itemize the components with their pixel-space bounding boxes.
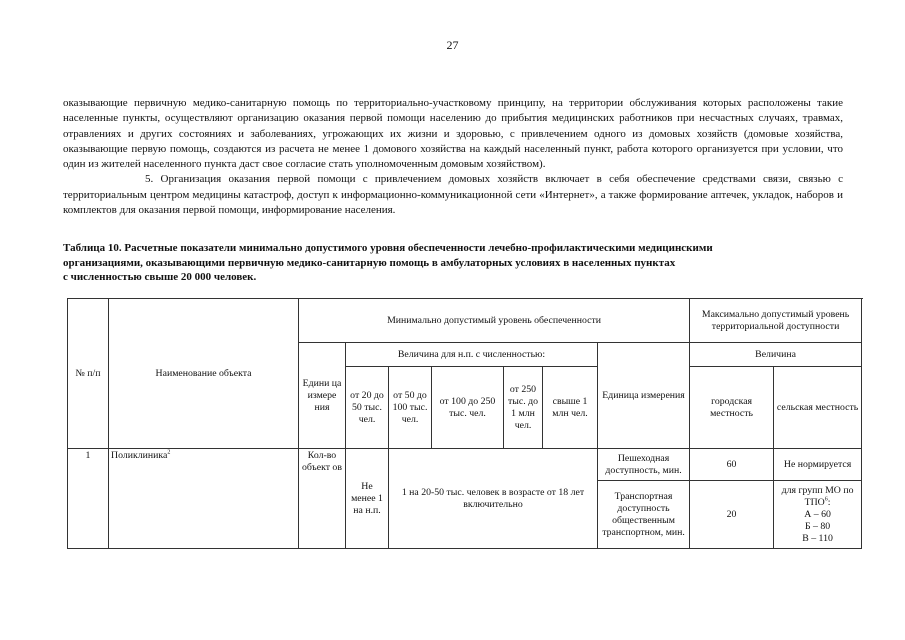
table-title-line-2: организациями, оказывающими первичную медико-санитарную помощь в амбулаторных условиях в населенных пунктах xyxy=(63,256,676,269)
table-title-line-3: с численностью свыше 20 000 человек. xyxy=(63,271,257,283)
row-access2-rural-a: А – 60 xyxy=(804,508,831,520)
header-rural: сельская местность xyxy=(774,367,862,449)
row-access2-rural-b: Б – 80 xyxy=(804,520,831,532)
header-min-level: Минимально допустимый уровень обеспеченности xyxy=(299,299,690,343)
header-pop-col: от 20 до 50 тыс. чел. xyxy=(346,367,389,449)
row-object-name-footnote: 2 xyxy=(167,449,171,456)
header-access-unit: Единица измерения xyxy=(598,343,690,449)
row-num: 1 xyxy=(68,449,109,549)
header-object-name: Наименование объекта xyxy=(109,299,299,449)
row-unit: Кол-во объект ов xyxy=(299,449,346,549)
row-object-name-text: Поликлиника xyxy=(111,450,168,461)
row-access2-rural-colon: : xyxy=(827,496,831,508)
row-object-name xyxy=(109,449,299,549)
row-value-merged: 1 на 20-50 тыс. человек в возрасте от 18 лет включительно xyxy=(389,449,598,549)
header-value-by-population: Величина для н.п. с численностью: xyxy=(346,343,598,367)
row-access2-rural-footnote: 6 xyxy=(824,496,828,503)
header-num: № п/п xyxy=(68,299,109,449)
row-access1-unit: Пешеходная доступность, мин. xyxy=(598,449,690,481)
header-pop-col: свыше 1 млн чел. xyxy=(543,367,598,449)
header-pop-col: от 250 тыс. до 1 млн чел. xyxy=(504,367,543,449)
table-title-line-1: Таблица 10. Расчетные показатели минимально допустимого уровня обеспеченности лечебно-профилактическими медицинскими xyxy=(63,242,713,254)
row-access1-rural: Не нормируется xyxy=(774,449,862,481)
header-pop-col: от 50 до 100 тыс. чел. xyxy=(389,367,432,449)
header-pop-col: от 100 до 250 тыс. чел. xyxy=(432,367,504,449)
page-number: 27 xyxy=(446,38,459,52)
header-value: Величина xyxy=(690,343,862,367)
row-value-first: Не менее 1 на н.п. xyxy=(346,449,389,549)
row-access2-rural-groups xyxy=(776,485,859,509)
row-access2-unit: Транспортная доступность общественным транспортном, мин. xyxy=(598,481,690,549)
row-access2-rural-c: В – 110 xyxy=(802,532,833,544)
row-access2-rural-pre: для групп МО по ТПО xyxy=(781,484,854,508)
standards-table xyxy=(67,298,862,549)
paragraph-2: 5. Организация оказания первой помощи с привлечением домовых хозяйств включает в себя обеспечение средствами связи, связью с территориальным центром медицины катастроф, доступ к информационно-коммуникационной сети «Интернет», а также формирование аптечек, укладок, наборов и комплектов для оказания первой помощи, информирование населения. xyxy=(63,173,843,217)
table-title xyxy=(63,241,843,285)
header-unit: Едини ца измере ния xyxy=(299,343,346,449)
body-text xyxy=(63,96,843,218)
header-urban: городская местность xyxy=(690,367,774,449)
row-access2-rural xyxy=(774,481,862,549)
paragraph-1: оказывающие первичную медико-санитарную помощь по территориально-участковому принципу, на территории обслуживания которых расположены такие населенные пункты, осуществляют организацию оказания первой помощи населению до прибытия медицинских работников при несчастных случаях, травмах, отравлениях и других состояниях и заболеваниях, угрожающих их жизни и здоровью, с привлечением одного из домовых хозяйств (домовые хозяйства, оказывающие первую помощь, создаются из расчета не менее 1 домового хозяйства на каждый населенный пункт, работа которого организуется при условии, что один из жителей населенного пункта даст свое согласие стать уполномоченным домовым хозяйством). xyxy=(63,97,843,171)
row-access1-urban: 60 xyxy=(690,449,774,481)
header-max-access: Максимально допустимый уровень территориальной доступности xyxy=(690,299,862,343)
row-access2-urban: 20 xyxy=(690,481,774,549)
